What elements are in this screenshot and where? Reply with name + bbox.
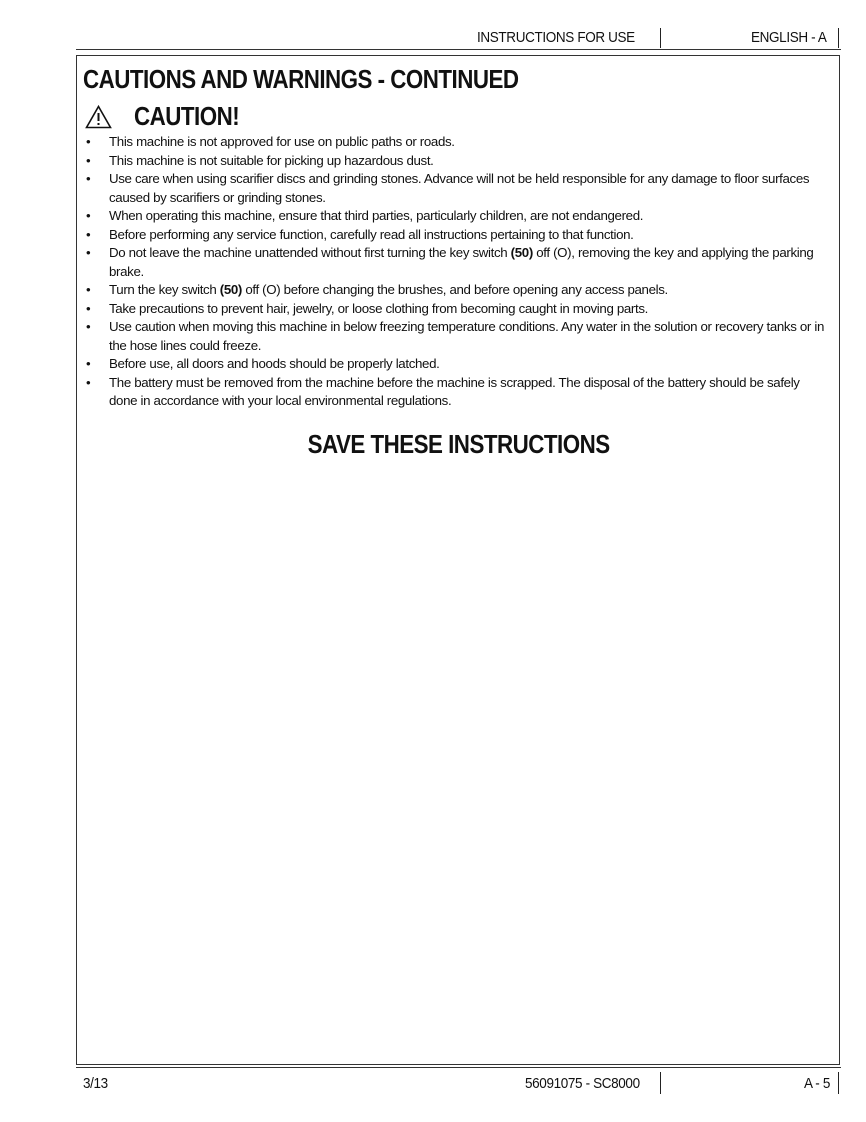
- footer-date: 3/13: [83, 1075, 108, 1092]
- list-item: [77, 355, 839, 374]
- bullet-text-segment: The battery must be removed from the machine before the machine is scrapped. The disposal of the battery should be safely done in accordance with your local environmental regulations.: [109, 374, 800, 408]
- bullet-text: [109, 356, 439, 371]
- bullet-text: [109, 282, 668, 297]
- footer-rule: [76, 1067, 841, 1068]
- list-item: [77, 170, 839, 207]
- bullet-dot: •: [86, 282, 91, 297]
- list-item: [77, 281, 839, 300]
- header-language: ENGLISH - A: [751, 29, 827, 46]
- bullet-text: [109, 227, 634, 242]
- list-item: [77, 244, 839, 281]
- list-item: [77, 374, 839, 411]
- bullet-text-segment: Use care when using scarifier discs and grinding stones. Advance will not be held responsible for any damage to floor surfaces caused by scarifiers or grinding stones.: [109, 171, 810, 205]
- bullet-text: [109, 319, 824, 353]
- warning-triangle-icon: [85, 105, 112, 129]
- bullet-text-segment: Do not leave the machine unattended without first turning the key switch: [109, 245, 511, 260]
- bullet-text: [109, 171, 809, 205]
- page-header: [76, 26, 841, 50]
- list-item: [77, 226, 839, 245]
- bullet-text: [109, 208, 643, 223]
- bullet-text-bold: (50): [219, 282, 242, 297]
- bullet-text-segment: Use caution when moving this machine in below freezing temperature conditions. Any water in the solution or recovery tanks or in the hose lines could freeze.: [109, 319, 824, 353]
- bullet-text-segment: When operating this machine, ensure that third parties, particularly children, are not endangered.: [109, 208, 644, 223]
- bullet-dot: •: [86, 300, 91, 316]
- footer-page-number: A - 5: [804, 1075, 830, 1092]
- bullet-text-segment: This machine is not approved for use on public paths or roads.: [109, 134, 455, 149]
- bullet-dot: •: [86, 356, 91, 371]
- section-title: CAUTIONS AND WARNINGS - CONTINUED: [83, 64, 519, 94]
- footer-divider: [660, 1072, 661, 1094]
- bullet-dot: •: [86, 152, 91, 168]
- list-item: [77, 300, 839, 319]
- header-divider: [660, 28, 661, 48]
- list-item: [77, 152, 839, 171]
- bullet-text: [109, 245, 813, 279]
- bullet-dot: •: [86, 208, 91, 223]
- bullet-dot: •: [86, 245, 91, 260]
- header-divider: [838, 28, 839, 48]
- list-item: [77, 318, 839, 355]
- bullet-text: [109, 153, 434, 168]
- bullet-dot: •: [86, 171, 91, 186]
- bullet-text-segment: Before performing any service function, carefully read all instructions pertaining to that function.: [109, 226, 634, 242]
- footer-divider: [838, 1072, 839, 1094]
- page-footer: [76, 1067, 841, 1097]
- bullet-text: [109, 301, 648, 316]
- footer-model-number: 56091075 - SC8000: [525, 1075, 640, 1092]
- bullet-text-segment: This machine is not suitable for picking up hazardous dust.: [109, 152, 434, 168]
- bullet-text-segment: off (O), removing the key and applying the parking brake.: [109, 245, 814, 279]
- bullet-dot: •: [86, 374, 91, 390]
- save-instructions-text: SAVE THESE INSTRUCTIONS: [307, 429, 611, 459]
- bullet-text-segment: off (O) before changing the brushes, and before opening any access panels.: [242, 282, 668, 297]
- caution-list: [77, 133, 839, 411]
- content-frame: [76, 55, 840, 1065]
- header-rule: [76, 49, 841, 50]
- bullet-dot: •: [86, 319, 91, 334]
- header-doc-title: INSTRUCTIONS FOR USE: [477, 29, 635, 46]
- bullet-text: [109, 375, 800, 409]
- bullet-dot: •: [86, 226, 91, 242]
- bullet-text: [109, 134, 455, 149]
- bullet-text-segment: Take precautions to prevent hair, jewelry, or loose clothing from becoming caught in moving parts.: [109, 300, 648, 316]
- caution-heading: CAUTION!: [134, 101, 240, 131]
- bullet-dot: •: [86, 134, 91, 149]
- bullet-text-bold: (50): [510, 245, 533, 260]
- bullet-text-segment: Before use, all doors and hoods should be properly latched.: [109, 356, 440, 371]
- list-item: [77, 207, 839, 226]
- list-item: [77, 133, 839, 152]
- bullet-text-segment: Turn the key switch: [109, 282, 220, 297]
- save-instructions-title: [77, 429, 841, 460]
